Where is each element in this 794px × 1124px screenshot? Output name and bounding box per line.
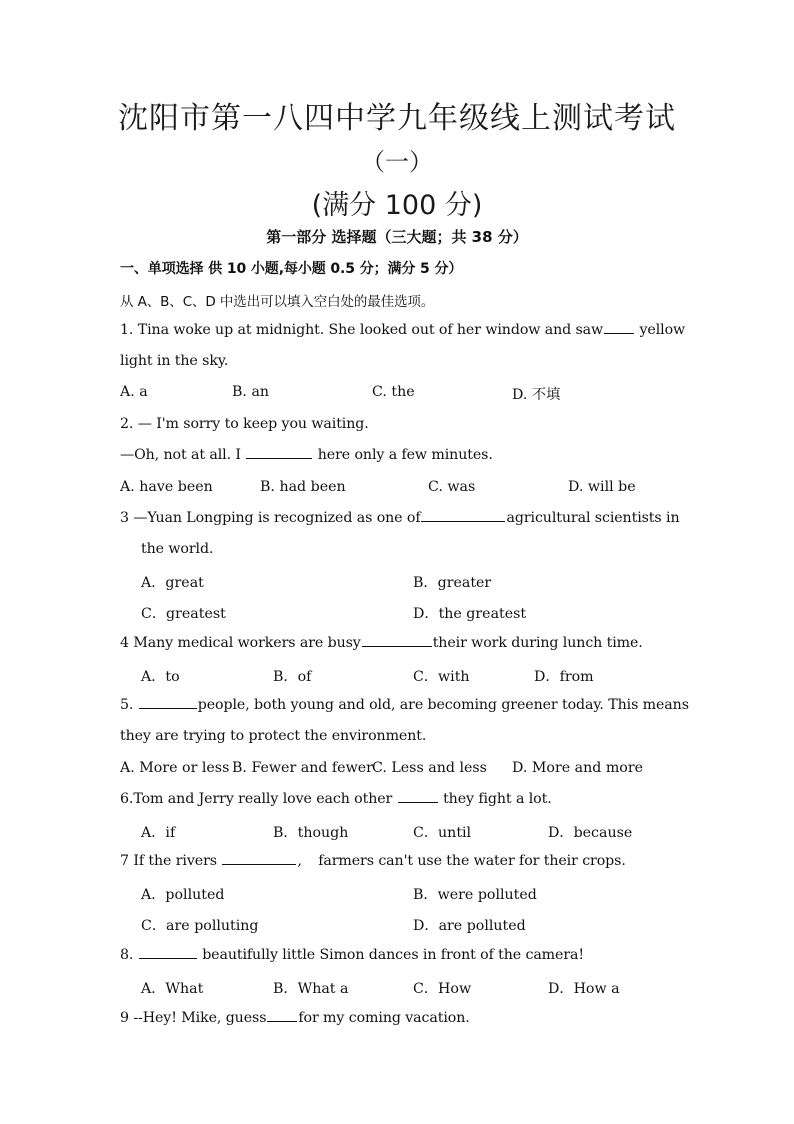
q6-option-b: B．though	[273, 825, 349, 841]
q2-text-a: —Oh, not at all. I	[120, 447, 241, 463]
q6-text-a: 6.Tom and Jerry really love each other	[120, 791, 393, 807]
exam-score: (满分 100 分)	[311, 190, 483, 221]
question-7-line1	[120, 853, 626, 869]
q8-option-c: C．How	[413, 981, 472, 997]
q7-blank	[222, 863, 296, 865]
q3-text-b: agricultural scientists in	[506, 510, 680, 526]
q9-text-a: 9 --Hey! Mike, guess	[120, 1010, 267, 1026]
q7-option-a: A．polluted	[141, 887, 225, 903]
q8-option-b: B．What a	[273, 981, 349, 997]
question-3-line2: the world.	[141, 541, 214, 557]
q7-text-a: 7 If the rivers	[120, 853, 217, 869]
q8-blank	[139, 957, 197, 959]
q3-option-d: D．the greatest	[413, 606, 527, 622]
q3-option-c: C．greatest	[141, 606, 226, 622]
q2-option-a: A. have been	[120, 479, 213, 495]
q4-option-c: C．with	[413, 669, 470, 685]
q4-text-b: their work during lunch time.	[432, 635, 643, 651]
q2-option-b: B. had been	[260, 479, 346, 495]
question-6-line1	[120, 791, 552, 807]
q3-option-b: B．greater	[413, 575, 492, 591]
question-8-line1	[120, 947, 584, 963]
question-1-line2: light in the sky.	[120, 353, 229, 369]
q1-blank	[604, 332, 634, 334]
q1-option-a: A. a	[120, 384, 148, 400]
q5-option-b: B. Fewer and fewer	[232, 760, 373, 776]
q6-blank	[398, 801, 438, 803]
question-2-line2	[120, 447, 493, 463]
q7-text-b: ,	[297, 853, 302, 869]
q5-text-b: people, both young and old, are becoming greener today. This means	[197, 697, 689, 713]
question-1-line1	[120, 322, 685, 338]
q4-blank	[362, 645, 432, 647]
question-9-line1	[120, 1010, 470, 1026]
exam-title: 沈阳市第一八四中学九年级线上测试考试	[118, 101, 676, 136]
q8-option-d: D．How a	[548, 981, 620, 997]
q2-option-c: C. was	[428, 479, 476, 495]
question-3-line1	[120, 510, 679, 526]
question-5-line2: they are trying to protect the environment.	[120, 728, 427, 744]
q1-option-c: C. the	[372, 384, 415, 400]
q6-option-a: A．if	[141, 825, 176, 841]
q6-text-b: they fight a lot.	[443, 791, 552, 807]
q5-option-d: D. More and more	[512, 760, 644, 776]
section1-heading: 一、单项选择 供 10 小题,每小题 0.5 分；满分 5 分）	[120, 261, 463, 277]
instruction: 从 A、B、C、D 中选出可以填入空白处的最佳选项。	[120, 294, 435, 310]
question-4-line1	[120, 635, 643, 651]
q3-option-a: A．great	[141, 575, 204, 591]
q1-option-b: B. an	[232, 384, 270, 400]
q8-option-a: A．What	[141, 981, 204, 997]
q5-text-a: 5.	[120, 697, 134, 713]
q4-text-a: 4 Many medical workers are busy	[120, 635, 361, 651]
q7-option-b: B．were polluted	[413, 887, 537, 903]
q3-text-a: 3 —Yuan Longping is recognized as one of	[120, 510, 421, 526]
q4-option-a: A．to	[141, 669, 180, 685]
q7-option-c: C．are polluting	[141, 918, 259, 934]
question-5-line1	[120, 697, 689, 713]
q4-option-b: B．of	[273, 669, 312, 685]
q9-blank	[267, 1020, 297, 1022]
q9-text-b: for my coming vacation.	[298, 1010, 470, 1026]
part1-heading: 第一部分 选择题（三大题；共 38 分）	[266, 228, 528, 246]
q3-blank	[421, 520, 505, 522]
exam-subtitle: （一）	[361, 148, 433, 176]
q8-text-b: beautifully little Simon dances in front of the camera!	[202, 947, 584, 963]
q1-option-d: D. 不填	[512, 387, 561, 403]
q2-blank	[246, 457, 312, 459]
q5-blank	[139, 707, 197, 709]
question-2-line1: 2. — I'm sorry to keep you waiting.	[120, 416, 369, 432]
q6-option-d: D．because	[548, 825, 633, 841]
q1-text-a: 1. Tina woke up at midnight. She looked out of her window and saw	[120, 322, 604, 338]
q5-option-c: C. Less and less	[372, 760, 487, 776]
q4-option-d: D．from	[534, 669, 594, 685]
q1-text-b: yellow	[639, 322, 686, 338]
q2-option-d: D. will be	[568, 479, 636, 495]
q2-text-b: here only a few minutes.	[317, 447, 493, 463]
q7-text-c: farmers can't use the water for their crops.	[318, 853, 626, 869]
q5-option-a: A. More or less	[120, 760, 230, 776]
q7-option-d: D．are polluted	[413, 918, 526, 934]
q6-option-c: C．until	[413, 825, 472, 841]
q8-text-a: 8.	[120, 947, 134, 963]
